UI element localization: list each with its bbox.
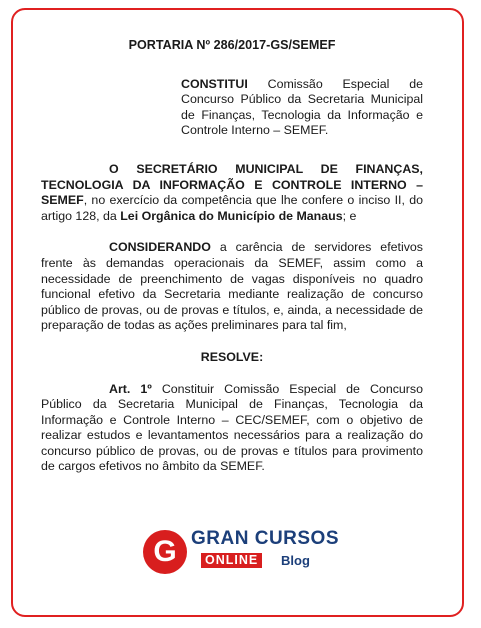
gran-cursos-logo (135, 520, 353, 578)
considerando-paragraph (41, 240, 423, 334)
authority-text: , no exercício da competência que lhe confere o inciso II, do artigo 128, da (41, 193, 423, 223)
article-1-text: Constituir Comissão Especial de Concurso Público da Secretaria Municipal de Finanças, Tecnologia da Informação e Controle Interno – CEC/SEMEF, com o objetivo de realizar estudos e levantamentos necessários para a realização do concurso público de provas, ou de provas e títulos para provimento de cargos efetivos no âmbito da SEMEF. (41, 381, 424, 474)
authority-tail: ; e (342, 208, 357, 223)
authority-title: O SECRETÁRIO MUNICIPAL DE FINANÇAS, TECNOLOGIA DA INFORMAÇÃO E CONTROLE INTERNO – SEMEF (41, 161, 423, 208)
logo-main-text: GRAN CURSOS (191, 528, 340, 549)
considerando-keyword: CONSIDERANDO (109, 240, 211, 255)
ementa (181, 77, 423, 139)
logo-blog-text: Blog (281, 553, 310, 568)
document-page (41, 38, 423, 491)
logo-g-letter: G (153, 535, 177, 568)
article-1 (41, 382, 423, 476)
resolve-heading: RESOLVE: (200, 349, 264, 364)
logo-online-badge: ONLINE (201, 553, 262, 568)
authority-paragraph (41, 162, 423, 224)
article-1-label: Art. 1º (109, 381, 152, 396)
considerando-text: a carência de servidores efetivos frente às demandas operacionais da SEMEF, assim como a necessidade de preenchimento de vagas disponíveis no quadro funcional efetivo da Secretaria mediante realização de concurso público de provas, ou de provas e títulos, e, ainda, a necessidade de preparação de todas as ações preliminares para tal fim, (41, 240, 423, 333)
ementa-text: Comissão Especial de Concurso Público da Secretaria Municipal de Finanças, Tecnologia da Informação e Controle Interno – SEMEF. (181, 76, 423, 138)
law-name: Lei Orgânica do Município de Manaus (120, 208, 343, 223)
document-title: PORTARIA Nº 286/2017-GS/SEMEF (128, 38, 336, 52)
ementa-verb: CONSTITUI (181, 76, 248, 91)
